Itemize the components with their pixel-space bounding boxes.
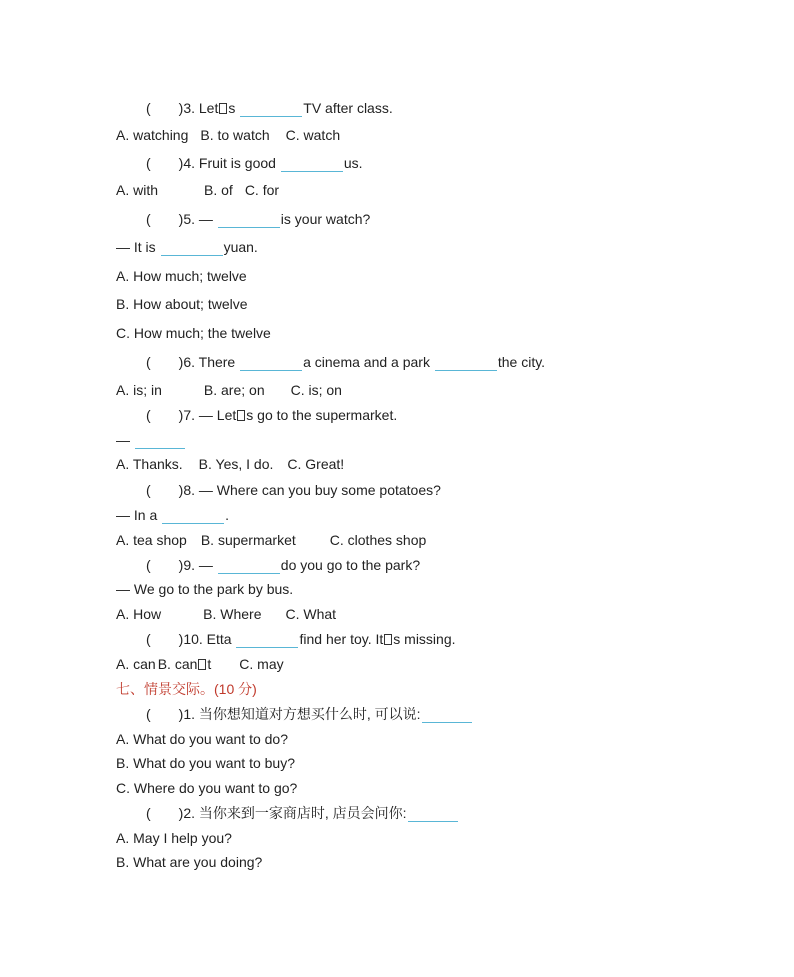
option-c: C. clothes shop [329, 532, 427, 548]
answer-blank[interactable] [408, 805, 458, 822]
question-10-options [116, 655, 284, 673]
question-6-rest: the city. [497, 354, 546, 370]
question-8-options [116, 531, 426, 549]
answer-prefix: — In a [116, 507, 158, 523]
paren-open: ( [146, 557, 151, 573]
answer-blank[interactable] [240, 354, 302, 371]
answer-blank[interactable] [135, 432, 185, 449]
question-3-s: s [228, 100, 236, 116]
question-7 [146, 406, 397, 424]
option-c: C. is; on [290, 382, 342, 398]
question-10 [146, 630, 456, 648]
option-b: B. supermarket [200, 532, 296, 548]
paren-open: ( [146, 354, 151, 370]
answer-blank[interactable] [161, 239, 223, 256]
answer-blank[interactable] [162, 507, 224, 524]
question-8 [146, 481, 441, 499]
answer-blank[interactable] [236, 631, 298, 648]
answer-blank[interactable] [281, 155, 343, 172]
question-4-options [116, 181, 279, 199]
question-6 [146, 353, 545, 371]
option-a: A. is; in [116, 382, 162, 398]
missing-glyph-box [219, 103, 227, 114]
option-a: A. How much; twelve [116, 268, 247, 284]
option-b: B. are; on [203, 382, 265, 398]
paren-open: ( [146, 155, 151, 171]
question-5-stem: )5. — [178, 211, 213, 227]
question-9 [146, 556, 420, 574]
question-8-answer [116, 506, 229, 524]
section-7-heading: 七、情景交际。(10 分) [116, 681, 257, 697]
option-a: A. can [116, 656, 156, 672]
question-10-stem: )10. Etta [178, 631, 232, 647]
situation-2 [146, 804, 459, 822]
option-a: A. May I help you? [116, 830, 232, 846]
option-b: B. to watch [200, 127, 270, 143]
question-3-stem: )3. Let [178, 100, 219, 116]
question-9-answer: — We go to the park by bus. [116, 581, 294, 597]
option-b: B. of [204, 182, 233, 198]
missing-glyph-box [198, 659, 206, 670]
question-7-stem: )7. — Let [178, 407, 237, 423]
answer-blank[interactable] [422, 706, 472, 723]
answer-blank[interactable] [435, 354, 497, 371]
paren-open: ( [146, 805, 151, 821]
option-c: C. What [285, 606, 337, 622]
missing-glyph-box [237, 410, 245, 421]
situation-2-stem: )2. 当你来到一家商店时, 店员会问你: [178, 805, 407, 821]
question-5-rest: is your watch? [280, 211, 371, 227]
question-10-rest: s missing. [393, 631, 456, 647]
question-6-stem: )6. There [178, 354, 236, 370]
paren-open: ( [146, 211, 151, 227]
answer-prefix: — It is [116, 239, 156, 255]
question-6-options [116, 381, 342, 399]
question-5-answer [116, 238, 258, 256]
question-10-mid: find her toy. It [299, 631, 384, 647]
option-a: A. watching [116, 127, 189, 143]
option-c: C. How much; the twelve [116, 325, 271, 341]
missing-glyph-box [384, 634, 392, 645]
paren-open: ( [146, 100, 151, 116]
question-7-rest: s go to the supermarket. [246, 407, 398, 423]
paren-open: ( [146, 706, 151, 722]
answer-suffix: yuan. [223, 239, 258, 255]
option-b: B. Where [203, 606, 262, 622]
question-8-stem: )8. — Where can you buy some potatoes? [178, 482, 441, 498]
option-b: B. Yes, I do. [198, 456, 274, 472]
question-4 [146, 154, 363, 172]
option-b: B. What do you want to buy? [116, 755, 295, 771]
option-a: A. Thanks. [116, 456, 183, 472]
option-c: C. may [239, 656, 284, 672]
paren-open: ( [146, 407, 151, 423]
question-3-options [116, 126, 340, 144]
question-9-stem: )9. — [178, 557, 213, 573]
option-c: C. Where do you want to go? [116, 780, 298, 796]
question-3-rest: TV after class. [303, 100, 393, 116]
answer-blank[interactable] [240, 100, 302, 117]
question-3 [146, 99, 393, 117]
answer-blank[interactable] [218, 557, 280, 574]
option-b: B. can [157, 656, 198, 672]
question-9-options [116, 605, 336, 623]
option-c: C. watch [285, 127, 341, 143]
option-a: A. How [116, 606, 162, 622]
question-7-options [116, 455, 344, 473]
option-c: C. Great! [287, 456, 345, 472]
situation-1-stem: )1. 当你想知道对方想买什么时, 可以说: [178, 706, 421, 722]
option-a: A. tea shop [116, 532, 187, 548]
paren-open: ( [146, 631, 151, 647]
question-9-rest: do you go to the park? [280, 557, 421, 573]
question-4-stem: )4. Fruit is good [178, 155, 276, 171]
option-b: B. What are you doing? [116, 854, 263, 870]
answer-blank[interactable] [218, 211, 280, 228]
situation-1 [146, 705, 473, 723]
option-b-tail: t [207, 656, 212, 672]
option-c: C. for [244, 182, 280, 198]
question-6-mid: a cinema and a park [303, 354, 430, 370]
option-a: A. with [116, 182, 159, 198]
paren-open: ( [146, 482, 151, 498]
option-b: B. How about; twelve [116, 296, 248, 312]
option-a: A. What do you want to do? [116, 731, 288, 747]
question-5 [146, 210, 370, 228]
answer-suffix: . [225, 507, 230, 523]
question-4-rest: us. [343, 155, 363, 171]
answer-prefix: — [116, 432, 130, 448]
question-7-answer [116, 431, 186, 449]
